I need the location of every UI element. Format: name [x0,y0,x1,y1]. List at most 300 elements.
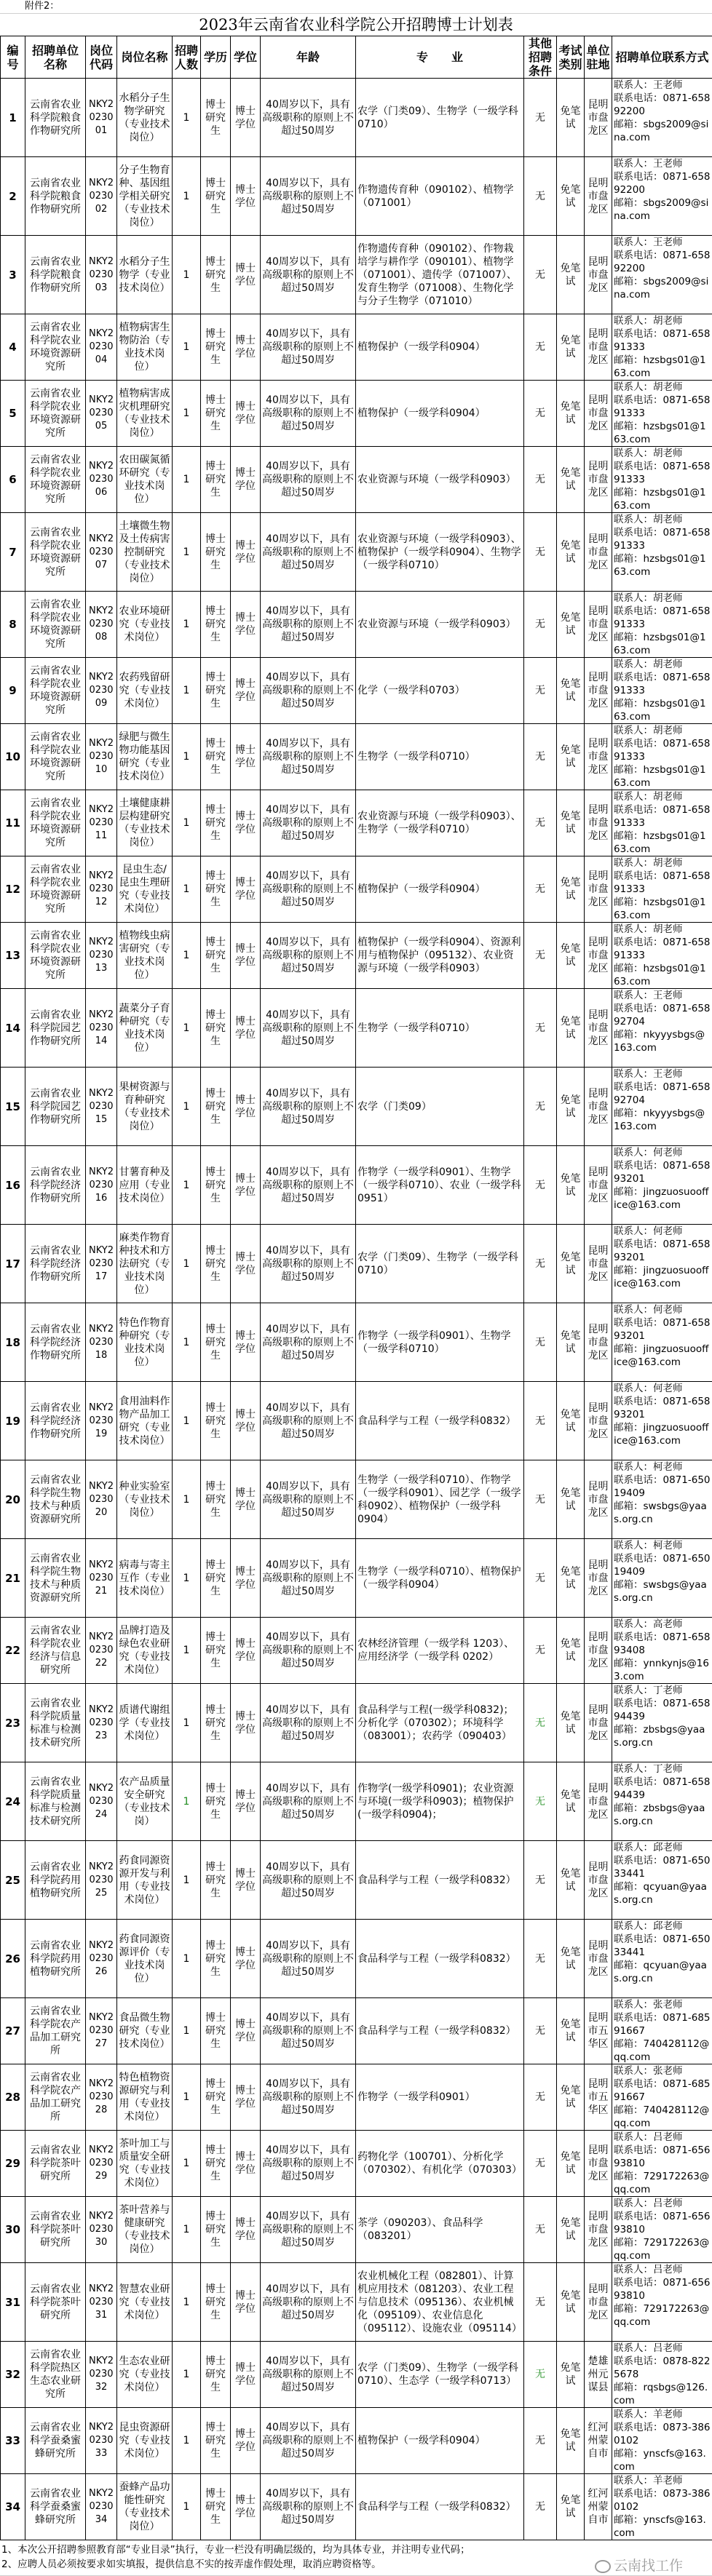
contact-email[interactable]: 邮箱：qcyuan@yaas.org.cn [614,1880,711,1907]
age-requirement: 40周岁以下，具有高级职称的原则上不超过50周岁 [261,1920,356,1998]
exam-type: 免笔试 [557,2263,585,2342]
age-requirement: 40周岁以下，具有高级职称的原则上不超过50周岁 [261,790,356,856]
major: 生物学（一级学科0710） [356,724,524,790]
contact-phone: 联系电话：0871-65891333 [614,394,711,420]
major: 食品科学与工程（一级学科0832） [356,1998,524,2064]
post-name: 昆虫资源研究（专业技术岗位） [117,2408,173,2474]
education: 博士研究生 [201,314,231,381]
contact-person: 联系人：胡老师 [614,790,711,803]
post-name: 食品微生物研究（专业技术岗位） [117,1998,173,2064]
other-conditions: 无 [524,1225,557,1303]
contact-email[interactable]: 邮箱：hzsbgs01@163.com [614,896,711,922]
major: 作物学（一级学科0901）、生物学（一级学科0710）、农业（一级学科0951） [356,1146,524,1225]
age-requirement: 40周岁以下，具有高级职称的原则上不超过50周岁 [261,1068,356,1146]
post-name: 果树资源与育种研究（专业技术岗位） [117,1068,173,1146]
headcount: 1 [173,1225,201,1303]
education: 博士研究生 [201,1684,231,1762]
exam-type: 免笔试 [557,1225,585,1303]
post-name: 植物病害成灾机理研究（专业技术岗位） [117,381,173,447]
post-code: NKY2023030 [86,2197,117,2263]
contact-phone: 联系电话：0871-65893201 [614,1238,711,1264]
unit-name: 云南省农业科学院农业环境资源研究所 [25,592,86,658]
age-requirement: 40周岁以下，具有高级职称的原则上不超过50周岁 [261,1684,356,1762]
age-requirement: 40周岁以下，具有高级职称的原则上不超过50周岁 [261,381,356,447]
row-number: 24 [1,1762,25,1841]
table-row [1,1841,712,1920]
post-code: NKY2023017 [86,1225,117,1303]
contact-email[interactable]: 邮箱：nkyyysbgs@163.com [614,1028,711,1054]
exam-type: 免笔试 [557,1618,585,1684]
location: 昆明市盘龙区 [585,79,612,157]
exam-type: 免笔试 [557,658,585,724]
watermark [595,2558,683,2574]
contact-info [612,2474,712,2540]
other-conditions: 无 [524,2408,557,2474]
age-requirement: 40周岁以下，具有高级职称的原则上不超过50周岁 [261,2342,356,2408]
other-conditions: 无 [524,2064,557,2131]
degree: 博士学位 [231,513,261,592]
unit-name: 云南省农业科学院经济作物研究所 [25,1382,86,1460]
major: 茶学（090203）、食品科学（083201） [356,2197,524,2263]
contact-info [612,790,712,856]
degree: 博士学位 [231,592,261,658]
location: 昆明市盘龙区 [585,2131,612,2197]
contact-phone: 联系电话：0871-65033441 [614,1933,711,1959]
location: 昆明市盘龙区 [585,1539,612,1618]
location: 昆明市盘龙区 [585,989,612,1068]
contact-email[interactable]: 邮箱：hzsbgs01@163.com [614,830,711,856]
degree: 博士学位 [231,1618,261,1684]
other-conditions: 无 [524,856,557,923]
education: 博士研究生 [201,1618,231,1684]
major: 农业资源与环境（一级学科0903）、植物保护（一级学科0904）、生物学（一级学科0710） [356,513,524,592]
table-row [1,1225,712,1303]
post-name: 土壤健康耕层构建研究（专业技术岗位） [117,790,173,856]
contact-info [612,1539,712,1618]
exam-type: 免笔试 [557,314,585,381]
contact-person: 联系人：邱老师 [614,1841,711,1854]
wechat-icon [595,2560,611,2573]
unit-name: 云南省农业科学院生物技术与种质资源研究所 [25,1539,86,1618]
other-conditions: 无 [524,314,557,381]
contact-info [612,2342,712,2408]
table-row [1,2263,712,2342]
major: 化学（一级学科0703） [356,658,524,724]
row-number: 31 [1,2263,25,2342]
headcount: 1 [173,1303,201,1382]
contact-person: 联系人：张老师 [614,1998,711,2011]
headcount: 1 [173,923,201,989]
age-requirement: 40周岁以下，具有高级职称的原则上不超过50周岁 [261,157,356,236]
contact-phone: 联系电话：0871-65891333 [614,936,711,962]
unit-name: 云南省农业科学院园艺作物研究所 [25,1068,86,1146]
location: 昆明市盘龙区 [585,1225,612,1303]
location: 红河州蒙自市 [585,2408,612,2474]
header-col-education: 学历 [201,36,231,79]
other-conditions: 无 [524,790,557,856]
header-col-age: 年龄 [261,36,356,79]
age-requirement: 40周岁以下，具有高级职称的原则上不超过50周岁 [261,2197,356,2263]
contact-person: 联系人：羊老师 [614,2474,711,2487]
unit-name: 云南省农业科学院药用植物研究所 [25,1841,86,1920]
post-name: 昆虫生态/昆虫生理研究（专业技术岗位） [117,856,173,923]
headcount: 1 [173,658,201,724]
other-conditions: 无 [524,1618,557,1684]
contact-email[interactable]: 邮箱：729172263@qq.com [614,2302,711,2329]
contact-email[interactable]: 邮箱：jingzuosuooffice@163.com [614,1421,711,1447]
contact-info [612,79,712,157]
education: 博士研究生 [201,923,231,989]
contact-phone: 联系电话：0871-65892704 [614,1002,711,1028]
age-requirement: 40周岁以下，具有高级职称的原则上不超过50周岁 [261,513,356,592]
contact-email[interactable]: 邮箱：sbgs2009@sina.com [614,275,711,301]
row-number: 33 [1,2408,25,2474]
age-requirement: 40周岁以下，具有高级职称的原则上不超过50周岁 [261,2408,356,2474]
degree: 博士学位 [231,2131,261,2197]
contact-email[interactable]: 邮箱：qcyuan@yaas.org.cn [614,1959,711,1985]
row-number: 16 [1,1146,25,1225]
post-name: 茶叶加工与质量安全研究（专业技术岗位） [117,2131,173,2197]
table-row [1,923,712,989]
contact-person: 联系人：邱老师 [614,1920,711,1933]
contact-email[interactable]: 邮箱：zbsbgs@yaas.org.cn [614,1802,711,1828]
contact-email[interactable]: 邮箱：ynscfs@163.com [614,2447,711,2473]
post-name: 蔬菜分子育种研究（专业技术岗位） [117,989,173,1068]
location: 昆明市盘龙区 [585,381,612,447]
contact-person: 联系人：丁老师 [614,1762,711,1776]
major: 作物学（一级学科0901） [356,2064,524,2131]
headcount: 1 [173,1382,201,1460]
degree: 博士学位 [231,2263,261,2342]
contact-email[interactable]: 邮箱：hzsbgs01@163.com [614,552,711,579]
headcount: 1 [173,856,201,923]
major: 农学（门类09）、生物学（一级学科0710） [356,79,524,157]
other-conditions: 无 [524,1539,557,1618]
age-requirement: 40周岁以下，具有高级职称的原则上不超过50周岁 [261,923,356,989]
contact-email[interactable]: 邮箱：swsbgs@yaas.org.cn [614,1500,711,1526]
contact-email[interactable]: 邮箱：zbsbgs@yaas.org.cn [614,1723,711,1749]
row-number: 28 [1,2064,25,2131]
major: 食品科学与工程（一级学科0832） [356,1841,524,1920]
post-name: 土壤微生物及土传病害控制研究（专业技术岗位） [117,513,173,592]
row-number: 4 [1,314,25,381]
major: 食品科学与工程（一级学科0832） [356,2474,524,2540]
header-col-unit: 招聘单位名称 [25,36,86,79]
header-col-count: 招聘人数 [173,36,201,79]
contact-email[interactable]: 邮箱：ynscfs@163.com [614,2513,711,2540]
contact-phone: 联系电话：0871-65019409 [614,1474,711,1500]
contact-email[interactable]: 邮箱：jingzuosuooffice@163.com [614,1264,711,1290]
headcount: 1 [173,2131,201,2197]
contact-person: 联系人：吕老师 [614,2131,711,2144]
education: 博士研究生 [201,856,231,923]
age-requirement: 40周岁以下，具有高级职称的原则上不超过50周岁 [261,2474,356,2540]
contact-person: 联系人：何老师 [614,1382,711,1395]
row-number: 11 [1,790,25,856]
post-code: NKY2023029 [86,2131,117,2197]
age-requirement: 40周岁以下，具有高级职称的原则上不超过50周岁 [261,2131,356,2197]
other-conditions: 无 [524,381,557,447]
headcount: 1 [173,2263,201,2342]
contact-email[interactable]: 邮箱：nkyyysbgs@163.com [614,1107,711,1133]
note-1: 1、本次公开招聘参照教育部“专业目录”执行，专业一栏没有明确层级的，均为具体专业，并注明专业代码； [0,2543,712,2557]
contact-phone: 联系电话：0871-65033441 [614,1854,711,1880]
exam-type: 免笔试 [557,989,585,1068]
contact-email[interactable]: 邮箱：hzsbgs01@163.com [614,631,711,657]
contact-info [612,157,712,236]
row-number: 27 [1,1998,25,2064]
table-row [1,856,712,923]
other-conditions: 无 [524,1920,557,1998]
contact-email[interactable]: 邮箱：sbgs2009@sina.com [614,118,711,144]
unit-name: 云南省农业科学蚕桑蜜蜂研究所 [25,2408,86,2474]
education: 博士研究生 [201,513,231,592]
contact-phone: 联系电话：0871-68591667 [614,2011,711,2038]
post-name: 植物线虫病害研究（专业技术岗位） [117,923,173,989]
major: 植物保护（一级学科0904）、资源利用与植物保护（095132）、农业资源与环境（一级学科0903） [356,923,524,989]
post-name: 特色作物育种研究（专业技术岗位） [117,1303,173,1382]
contact-email[interactable]: 邮箱：729172263@qq.com [614,2170,711,2196]
unit-name: 云南省农业科学院农业环境资源研究所 [25,447,86,513]
contact-email[interactable]: 邮箱：swsbgs@yaas.org.cn [614,1578,711,1605]
headcount: 1 [173,1841,201,1920]
post-code: NKY2023006 [86,447,117,513]
contact-email[interactable]: 邮箱：729172263@qq.com [614,2236,711,2262]
location: 昆明市五华区 [585,2064,612,2131]
table-row [1,1068,712,1146]
contact-phone: 联系电话：0871-65892704 [614,1081,711,1107]
unit-name: 云南省农业科学院茶叶研究所 [25,2263,86,2342]
contact-phone: 联系电话：0873-3860102 [614,2487,711,2513]
unit-name: 云南省农业科学院药用植物研究所 [25,1920,86,1998]
post-name: 农田碳氮循环研究（专业技术岗位） [117,447,173,513]
degree: 博士学位 [231,1539,261,1618]
major: 生物学（一级学科0710）、作物学（一级学科0901）、园艺学（一级学科0902）、植物保护（一级学科0904） [356,1460,524,1539]
degree: 博士学位 [231,1841,261,1920]
contact-email[interactable]: 邮箱：740428112@qq.com [614,2038,711,2064]
row-number: 34 [1,2474,25,2540]
contact-person: 联系人：胡老师 [614,447,711,460]
other-conditions: 无 [524,2263,557,2342]
education: 博士研究生 [201,989,231,1068]
contact-info [612,2197,712,2263]
row-number: 15 [1,1068,25,1146]
contact-email[interactable]: 邮箱：740428112@qq.com [614,2104,711,2130]
exam-type: 免笔试 [557,1762,585,1841]
post-name: 农产品质量安全研究（专业技术岗） [117,1762,173,1841]
other-conditions: 无 [524,1998,557,2064]
headcount: 1 [173,1684,201,1762]
contact-email[interactable]: 邮箱：hzsbgs01@163.com [614,420,711,446]
contact-email[interactable]: 邮箱：hzsbgs01@163.com [614,354,711,380]
contact-info [612,1225,712,1303]
unit-name: 云南省农业科学院农业环境资源研究所 [25,724,86,790]
table-row [1,79,712,157]
contact-email[interactable]: 邮箱：hzsbgs01@163.com [614,763,711,790]
row-number: 6 [1,447,25,513]
header-col-degree: 学位 [231,36,261,79]
age-requirement: 40周岁以下，具有高级职称的原则上不超过50周岁 [261,1762,356,1841]
contact-email[interactable]: 邮箱：jingzuosuooffice@163.com [614,1185,711,1212]
post-code: NKY2023004 [86,314,117,381]
row-number: 9 [1,658,25,724]
degree: 博士学位 [231,1762,261,1841]
other-conditions: 无 [524,2197,557,2263]
contact-phone: 联系电话：0871-65892200 [614,92,711,118]
education: 博士研究生 [201,2408,231,2474]
contact-info [612,989,712,1068]
unit-name: 云南省农业科学院质量标准与检测技术研究所 [25,1762,86,1841]
headcount: 1 [173,1539,201,1618]
major: 农业资源与环境（一级学科0903） [356,447,524,513]
education: 博士研究生 [201,2064,231,2131]
row-number: 3 [1,236,25,314]
row-number: 17 [1,1225,25,1303]
row-number: 18 [1,1303,25,1382]
header-col-code: 岗位代码 [86,36,117,79]
headcount: 1 [173,2064,201,2131]
location: 昆明市盘龙区 [585,1762,612,1841]
row-number: 29 [1,2131,25,2197]
post-code: NKY2023033 [86,2408,117,2474]
headcount: 1 [173,1920,201,1998]
contact-email[interactable]: 邮箱：hzsbgs01@163.com [614,486,711,512]
unit-name: 云南省农业科学院茶叶研究所 [25,2131,86,2197]
exam-type: 免笔试 [557,2342,585,2408]
exam-type: 免笔试 [557,2064,585,2131]
education: 博士研究生 [201,1998,231,2064]
headcount: 1 [173,236,201,314]
headcount: 1 [173,2342,201,2408]
contact-info [612,1068,712,1146]
contact-person: 联系人：何老师 [614,1146,711,1159]
post-code: NKY2023014 [86,989,117,1068]
post-code: NKY2023008 [86,592,117,658]
age-requirement: 40周岁以下，具有高级职称的原则上不超过50周岁 [261,314,356,381]
contact-info [612,1618,712,1684]
row-number: 22 [1,1618,25,1684]
other-conditions: 无 [524,989,557,1068]
degree: 博士学位 [231,447,261,513]
table-row [1,2474,712,2540]
header-col-location: 单位驻地 [585,36,612,79]
post-code: NKY2023002 [86,157,117,236]
post-code: NKY2023016 [86,1146,117,1225]
contact-person: 联系人：王老师 [614,157,711,170]
watermark-text: 云南找工作 [614,2558,683,2574]
contact-email[interactable]: 邮箱：rqsbgs@126.com [614,2381,711,2407]
other-conditions: 无 [524,923,557,989]
contact-info [612,1382,712,1460]
table-row [1,989,712,1068]
age-requirement: 40周岁以下，具有高级职称的原则上不超过50周岁 [261,79,356,157]
education: 博士研究生 [201,1762,231,1841]
table-row [1,1920,712,1998]
post-code: NKY2023005 [86,381,117,447]
major: 食品科学与工程（一级学科0832） [356,1382,524,1460]
exam-type: 免笔试 [557,2408,585,2474]
age-requirement: 40周岁以下，具有高级职称的原则上不超过50周岁 [261,2263,356,2342]
contact-phone: 联系电话：0871-65693810 [614,2276,711,2302]
other-conditions: 无 [524,592,557,658]
major: 食品科学与工程（一级学科0832） [356,1920,524,1998]
row-number: 2 [1,157,25,236]
post-code: NKY2023023 [86,1684,117,1762]
table-row [1,1684,712,1762]
contact-person: 联系人：丁老师 [614,1684,711,1697]
post-name: 植物病害生物防治（专业技术岗位） [117,314,173,381]
headcount: 1 [173,790,201,856]
exam-type: 免笔试 [557,513,585,592]
contact-email[interactable]: 邮箱：ynnkynjs@163.com [614,1657,711,1683]
education: 博士研究生 [201,2474,231,2540]
table-row [1,724,712,790]
contact-email[interactable]: 邮箱：jingzuosuooffice@163.com [614,1343,711,1369]
headcount: 1 [173,314,201,381]
table-row [1,2408,712,2474]
contact-info [612,1841,712,1920]
contact-email[interactable]: 邮箱：sbgs2009@sina.com [614,196,711,223]
other-conditions: 无 [524,1382,557,1460]
contact-phone: 联系电话：0871-65893201 [614,1316,711,1343]
exam-type: 免笔试 [557,1684,585,1762]
major: 作物学（一级学科0901）、生物学（一级学科0710） [356,1303,524,1382]
contact-person: 联系人：胡老师 [614,513,711,526]
contact-phone: 联系电话：0871-65891333 [614,737,711,763]
degree: 博士学位 [231,2064,261,2131]
degree: 博士学位 [231,658,261,724]
location: 昆明市盘龙区 [585,314,612,381]
post-name: 药食同源资源开发与利用（专业技术岗位） [117,1841,173,1920]
headcount: 1 [173,1618,201,1684]
contact-person: 联系人：胡老师 [614,724,711,737]
degree: 博士学位 [231,1920,261,1998]
unit-name: 云南省农业科学院农业环境资源研究所 [25,856,86,923]
contact-email[interactable]: 邮箱：hzsbgs01@163.com [614,697,711,723]
age-requirement: 40周岁以下，具有高级职称的原则上不超过50周岁 [261,658,356,724]
contact-info [612,1460,712,1539]
headcount: 1 [173,2474,201,2540]
post-name: 特色植物资源研究与利用（专业技术岗位） [117,2064,173,2131]
contact-phone: 联系电话：0871-65891333 [614,803,711,830]
contact-email[interactable]: 邮箱：hzsbgs01@163.com [614,962,711,988]
contact-person: 联系人：张老师 [614,2064,711,2078]
post-name: 智慧农业研究（专业技术岗位） [117,2263,173,2342]
post-code: NKY2023015 [86,1068,117,1146]
major: 植物保护（一级学科0904） [356,856,524,923]
exam-type: 免笔试 [557,1460,585,1539]
post-name: 甘薯育种及应用（专业技术岗位） [117,1146,173,1225]
contact-phone: 联系电话：0871-65693810 [614,2210,711,2236]
other-conditions: 无 [524,79,557,157]
other-conditions: 无 [524,1841,557,1920]
exam-type: 免笔试 [557,1303,585,1382]
post-code: NKY2023028 [86,2064,117,2131]
unit-name: 云南省农业科学院农业环境资源研究所 [25,790,86,856]
post-name: 质谱代谢组学（专业技术岗位） [117,1684,173,1762]
post-code: NKY2023025 [86,1841,117,1920]
other-conditions: 无 [524,2474,557,2540]
table-row [1,1146,712,1225]
exam-type: 免笔试 [557,447,585,513]
post-name: 食用油料作物产品加工研究（专业技术岗位） [117,1382,173,1460]
row-number: 32 [1,2342,25,2408]
contact-person: 联系人：胡老师 [614,658,711,671]
education: 博士研究生 [201,724,231,790]
major: 农学（门类09）、生物学（一级学科0710）、生态学（一级学科0713） [356,2342,524,2408]
degree: 博士学位 [231,724,261,790]
other-conditions: 无 [524,2342,557,2408]
